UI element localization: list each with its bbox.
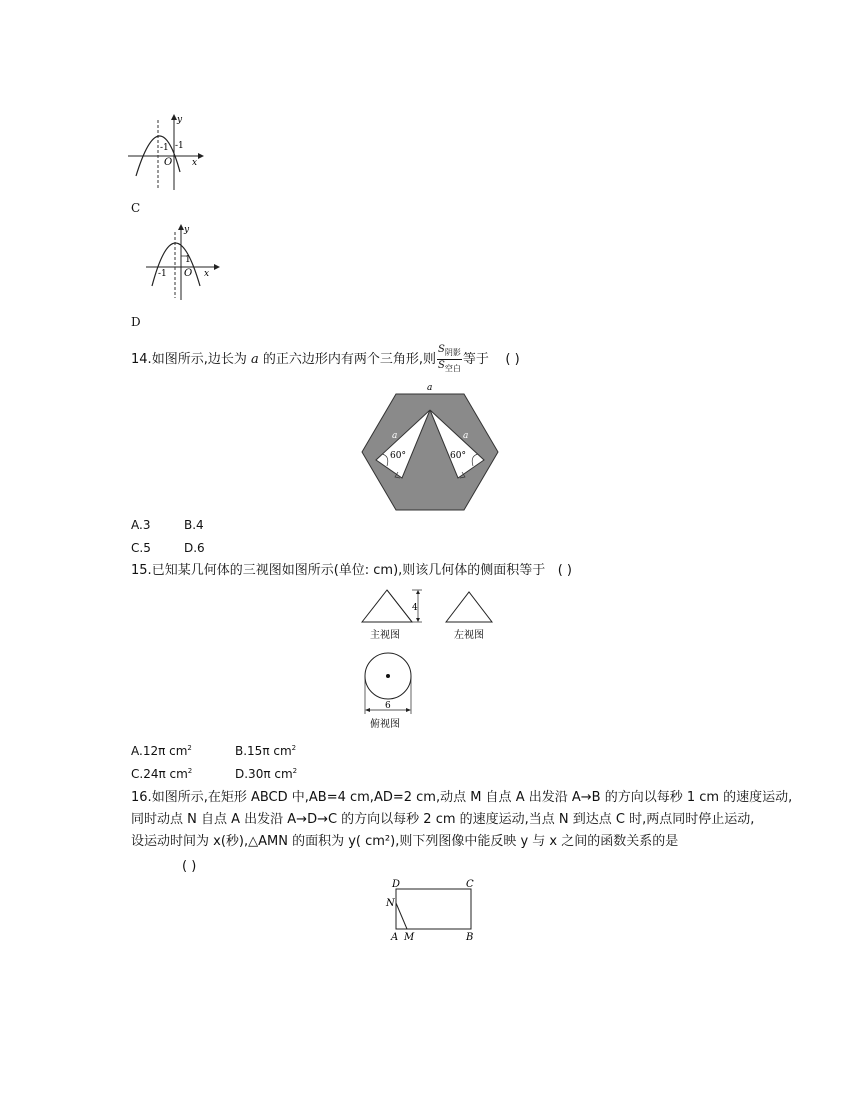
option-b[interactable]: B.15π $cm^2$ bbox=[235, 744, 297, 758]
tick-label: -1 bbox=[158, 269, 167, 279]
origin-label: O bbox=[184, 268, 193, 279]
y-axis-label: y bbox=[184, 225, 190, 235]
right-side-label: a bbox=[463, 431, 469, 441]
answer-paren: ( ) bbox=[505, 352, 520, 367]
option-d[interactable]: D.6 bbox=[184, 541, 205, 555]
question-number: 16. bbox=[131, 790, 152, 805]
vertex-c-label: C bbox=[466, 879, 474, 890]
vertex-a-label: A bbox=[391, 932, 399, 943]
graph-option-b bbox=[122, 112, 212, 192]
x-axis-label: x bbox=[204, 269, 210, 279]
question-15: 15.已知某几何体的三视图如图所示(单位: cm),则该几何体的侧面积等于 ( ) bbox=[131, 563, 572, 578]
left-angle-label: 60° bbox=[390, 451, 406, 461]
y-axis-label: y bbox=[177, 115, 183, 125]
point-n-label: N bbox=[386, 898, 395, 909]
question-16-line-3: 设运动时间为 x(秒),△AMN 的面积为 y( cm²),则下列图像中能反映 y 与 x 之间的函数关系的是 bbox=[131, 834, 679, 849]
option-c[interactable]: C.24π $cm^2$ bbox=[131, 767, 193, 781]
top-side-label: a bbox=[427, 383, 433, 393]
x-axis-label: x bbox=[192, 158, 198, 168]
side-view-label: 左视图 bbox=[454, 630, 484, 641]
tick-label: -1 bbox=[160, 143, 169, 153]
answer-paren: ( ) bbox=[557, 563, 572, 578]
option-a[interactable]: A.3 bbox=[131, 518, 151, 532]
left-side-label: a bbox=[392, 431, 398, 441]
vertex-b-label: B bbox=[466, 932, 474, 943]
option-d[interactable]: D.30π $cm^2$ bbox=[235, 767, 298, 781]
hexagon-figure bbox=[360, 380, 500, 514]
origin-label: O bbox=[164, 157, 173, 168]
option-c-label: C bbox=[131, 201, 141, 215]
option-a[interactable]: A.12π $cm^2$ bbox=[131, 744, 192, 758]
front-view-label: 主视图 bbox=[370, 630, 400, 641]
width-label: 6 bbox=[385, 701, 391, 711]
top-view-label: 俯视图 bbox=[370, 719, 400, 730]
rectangle-figure bbox=[382, 876, 482, 944]
question-number: 15. bbox=[131, 563, 152, 578]
height-label: 4 bbox=[412, 603, 418, 613]
question-16-line-1: 16.如图所示,在矩形 ABCD 中,AB=4 cm,AD=2 cm,动点 M 自点 A 出发沿 A→B 的方向以每秒 1 cm 的速度运动, bbox=[131, 790, 793, 805]
area-ratio-fraction: $\frac{S_{阴影}}{S_{空白}}$ bbox=[438, 344, 461, 373]
question-14: 14.如图所示,边长为 a 的正六边形内有两个三角形,则 $\frac{S_{阴影}}{S_{空白}}$ 等于 ( ) bbox=[131, 344, 520, 373]
tick-label: -1 bbox=[175, 141, 184, 151]
graph-option-c bbox=[142, 222, 232, 302]
right-angle-label: 60° bbox=[450, 451, 466, 461]
option-c[interactable]: C.5 bbox=[131, 541, 151, 555]
point-m-label: M bbox=[404, 932, 415, 943]
option-d-label: D bbox=[131, 315, 141, 329]
option-b[interactable]: B.4 bbox=[184, 518, 204, 532]
question-number: 14. bbox=[131, 352, 152, 367]
tick-label: 1 bbox=[185, 255, 191, 265]
question-16-line-2: 同时动点 N 自点 A 出发沿 A→D→C 的方向以每秒 2 cm 的速度运动,当点 N 到达点 C 时,两点同时停止运动, bbox=[131, 812, 755, 827]
answer-paren: ( ) bbox=[182, 859, 197, 874]
vertex-d-label: D bbox=[392, 879, 401, 890]
three-views-figure bbox=[356, 584, 506, 736]
